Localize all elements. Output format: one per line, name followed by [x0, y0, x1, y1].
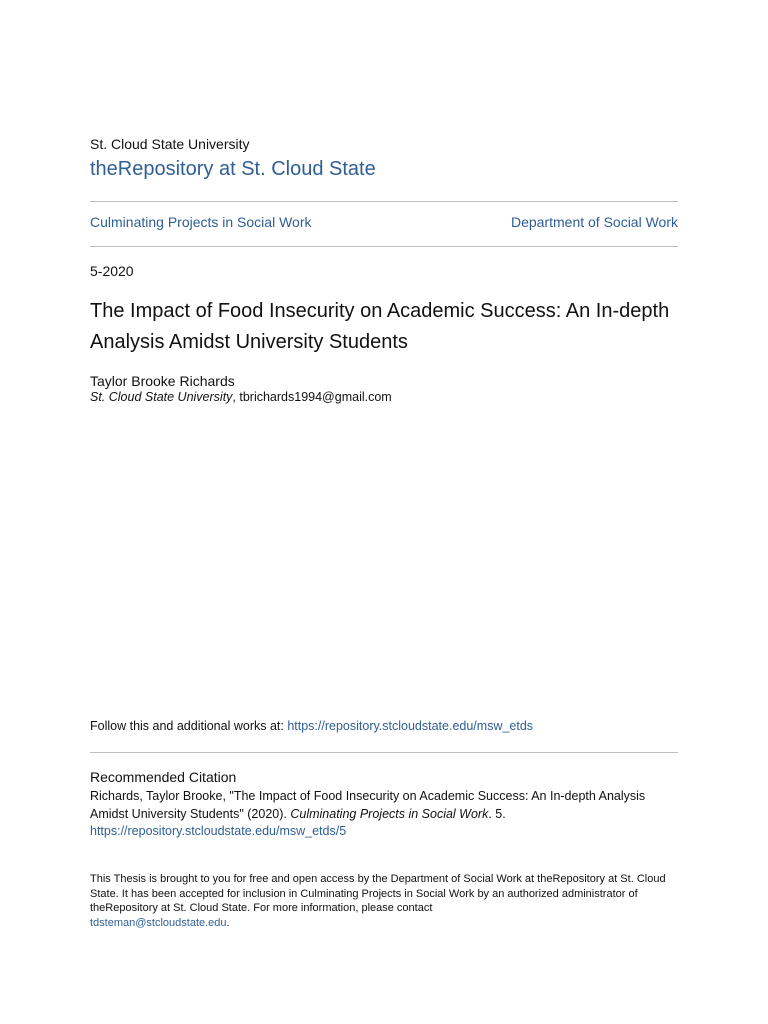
follow-url-link[interactable]: https://repository.stcloudstate.edu/msw_etds — [287, 719, 534, 733]
divider-breadcrumb — [90, 246, 678, 247]
author-affiliation — [90, 390, 392, 404]
university-name: St. Cloud State University — [90, 136, 250, 152]
citation-block — [90, 788, 678, 841]
department-link[interactable]: Department of Social Work — [510, 214, 678, 230]
notice-text: This Thesis is brought to you for free and open access by the Department of Social Work at theRepository at St. Cloud State. It has been accepted for inclusion in Culminating Projects in Social Work by an authorized administrator of theRepository at St. Cloud State. For more information, please contact — [90, 873, 666, 915]
author-email: , tbrichards1994@gmail.com — [232, 390, 392, 404]
access-notice — [90, 872, 678, 930]
divider-top — [90, 201, 678, 202]
publication-date: 5-2020 — [90, 263, 134, 279]
repository-link[interactable]: theRepository at St. Cloud State — [90, 158, 376, 180]
document-title: The Impact of Food Insecurity on Academic Success: An In-depth Analysis Amidst University Students — [90, 300, 670, 353]
collection-link[interactable]: Culminating Projects in Social Work — [90, 214, 312, 230]
citation-series: Culminating Projects in Social Work — [290, 806, 489, 821]
affiliation-name: St. Cloud State University — [90, 390, 233, 404]
citation-heading: Recommended Citation — [90, 769, 237, 785]
notice-end: . — [226, 916, 230, 929]
contact-email-link[interactable]: tdsteman@stcloudstate.edu — [90, 916, 227, 929]
citation-url-link[interactable]: https://repository.stcloudstate.edu/msw_etds/5 — [90, 824, 347, 838]
divider-citation — [90, 752, 678, 753]
author-name: Taylor Brooke Richards — [90, 373, 235, 389]
follow-line — [90, 719, 533, 733]
follow-prefix: Follow this and additional works at: — [90, 719, 288, 733]
citation-end: . 5. — [488, 806, 506, 821]
citation-text: Richards, Taylor Brooke, "The Impact of Food Insecurity on Academic Success: An In-depth Analysis Amidst University Students" (2020). — [90, 789, 646, 821]
